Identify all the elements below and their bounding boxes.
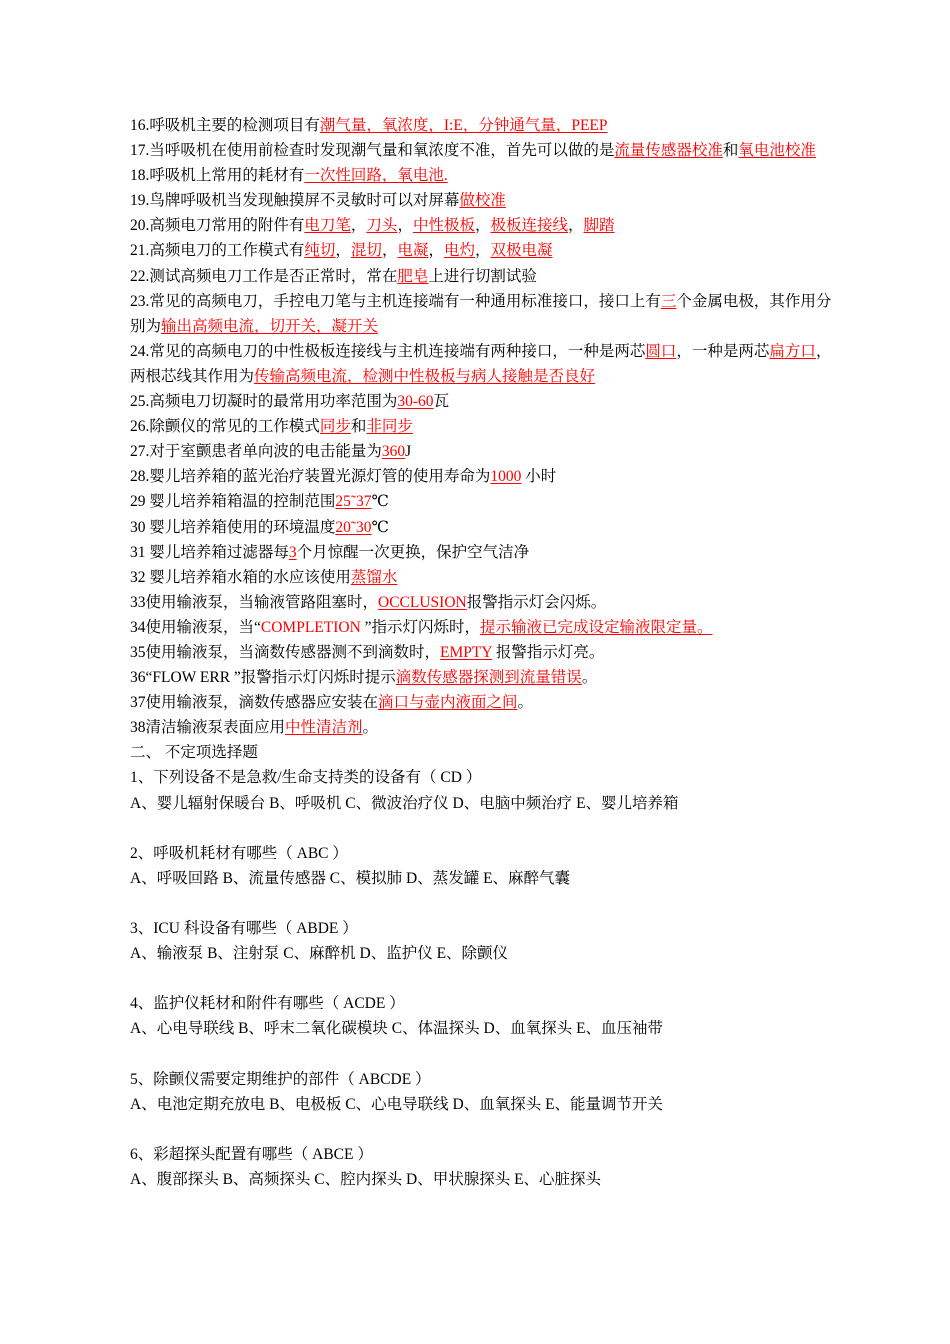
question-options: A、电池定期充放电 B、电极板 C、心电导联线 D、血氧探头 E、能量调节开关 bbox=[130, 1095, 664, 1113]
multiple-choice-item bbox=[130, 765, 840, 815]
question-text: 高频电刀常用的附件有 bbox=[149, 217, 305, 235]
question-text: ， bbox=[381, 242, 398, 260]
fill-in-item bbox=[130, 289, 840, 339]
question-text: 个金属电极，其作用分别为 bbox=[130, 292, 832, 335]
question-text: 除颤仪的常见的工作模式 bbox=[149, 418, 320, 436]
answer-text: 提示输液已完成设定输液限定量。 bbox=[480, 618, 713, 636]
answer-text: 流量传感器校准 bbox=[614, 142, 723, 160]
question-text: ， bbox=[475, 242, 491, 260]
question-text: 呼吸机主要的检测项目有 bbox=[149, 117, 320, 134]
answer-text: 电灼 bbox=[443, 242, 475, 260]
document-body bbox=[130, 113, 840, 1192]
multiple-choice-item bbox=[130, 916, 840, 966]
question-options: A、腹部探头 B、高频探头 C、腔内探头 D、甲状腺探头 E、心脏探头 bbox=[130, 1170, 602, 1188]
answer-text: 中性清洁剂 bbox=[285, 719, 363, 737]
answer-text: 输出高频电流，切开关，凝开关 bbox=[161, 317, 379, 335]
answer-text: 做校准 bbox=[459, 192, 506, 210]
item-number: 20. bbox=[130, 217, 150, 235]
question-stem: 3、ICU 科设备有哪些（ ABDE ） bbox=[130, 920, 358, 937]
fill-in-blank-list bbox=[130, 113, 840, 740]
question-text: ， bbox=[568, 217, 584, 235]
answer-text: 肥皂 bbox=[397, 267, 429, 285]
item-number: 19. bbox=[130, 192, 150, 210]
multiple-choice-item bbox=[130, 1067, 840, 1117]
item-number: 27. bbox=[130, 443, 150, 461]
fill-in-item bbox=[130, 690, 840, 715]
answer-text: 纯切 bbox=[304, 242, 336, 260]
fill-in-item bbox=[130, 389, 840, 414]
answer-text: 圆口 bbox=[645, 342, 677, 360]
answer-text: 滴数传感器探测到流量错误 bbox=[395, 669, 582, 687]
fill-in-item bbox=[130, 489, 840, 514]
fill-in-item bbox=[130, 464, 840, 489]
question-options: A、输液泵 B、注射泵 C、麻醉机 D、监护仪 E、除颤仪 bbox=[130, 945, 509, 963]
answer-text: 极板连接线 bbox=[490, 217, 568, 235]
item-number: 29 bbox=[130, 493, 146, 511]
fill-in-item bbox=[130, 640, 840, 665]
question-text: ℃ bbox=[371, 518, 389, 536]
fill-in-item bbox=[130, 238, 840, 263]
fill-in-item bbox=[130, 213, 840, 238]
question-text: 当呼吸机在使用前检查时发现潮气量和氧浓度不准，首先可以做的是 bbox=[149, 142, 615, 160]
question-text: 报警指示灯会闪烁。 bbox=[466, 593, 607, 611]
question-stem: 4、监护仪耗材和附件有哪些（ ACDE ） bbox=[130, 995, 405, 1013]
question-text: 婴儿培养箱水箱的水应该使用 bbox=[145, 568, 351, 586]
answer-text: EMPTY bbox=[440, 643, 492, 661]
answer-text: 同步 bbox=[319, 418, 351, 436]
question-text: 和 bbox=[722, 142, 739, 160]
item-number: 17. bbox=[130, 142, 150, 160]
question-text: ，一种是两芯 bbox=[676, 342, 770, 360]
item-number: 37 bbox=[130, 694, 146, 712]
question-text: 。 bbox=[581, 669, 598, 687]
item-number: 16. bbox=[130, 117, 150, 134]
question-text: 对于室颤患者单向波的电击能量为 bbox=[149, 443, 382, 461]
fill-in-item bbox=[130, 113, 840, 138]
question-text: 小时 bbox=[521, 468, 557, 486]
paragraph-spacer bbox=[130, 966, 840, 991]
fill-in-item bbox=[130, 414, 840, 439]
question-text: ℃ bbox=[371, 493, 389, 511]
item-number: 31 bbox=[130, 543, 146, 561]
multiple-choice-list bbox=[130, 765, 840, 1192]
question-text: 婴儿培养箱过滤器每 bbox=[145, 543, 289, 561]
question-text: 。 bbox=[362, 719, 379, 737]
multiple-choice-item bbox=[130, 1142, 840, 1192]
item-number: 25. bbox=[130, 393, 150, 411]
fill-in-item bbox=[130, 515, 840, 540]
question-text: 报警指示灯亮。 bbox=[491, 643, 605, 661]
answer-text: 扁方口 bbox=[769, 342, 816, 360]
question-text: 高频电刀的工作模式有 bbox=[149, 242, 305, 260]
item-number: 28. bbox=[130, 468, 150, 486]
paragraph-spacer bbox=[130, 1041, 840, 1066]
question-text: 。 bbox=[517, 694, 534, 712]
question-text: ，两根芯线其作用为 bbox=[130, 342, 832, 385]
question-text: 测试高频电刀工作是否正常时，常在 bbox=[149, 267, 398, 285]
answer-text: 传输高频电流，检测中性极板与病人接触是否良好 bbox=[254, 367, 596, 385]
answer-text: 双极电凝 bbox=[490, 242, 553, 260]
answer-text: 混切 bbox=[350, 242, 382, 260]
fill-in-item bbox=[130, 590, 840, 615]
question-text: ， bbox=[350, 217, 367, 235]
question-text: 使用输液泵，滴数传感器应安装在 bbox=[145, 694, 379, 712]
answer-text: 中性极板 bbox=[412, 217, 475, 235]
question-text: 鸟牌呼吸机当发现触摸屏不灵敏时可以对屏幕 bbox=[149, 192, 460, 210]
answer-text: 潮气量，氧浓度，I:E，分钟通气量，PEEP bbox=[319, 117, 608, 134]
answer-text: 25˜37 bbox=[335, 493, 372, 511]
fill-in-item bbox=[130, 339, 840, 389]
question-text: 使用输液泵，当“ bbox=[145, 618, 261, 636]
fill-in-item bbox=[130, 665, 840, 690]
fill-in-item bbox=[130, 565, 840, 590]
question-text: ， bbox=[474, 217, 491, 235]
answer-text: 电刀笔 bbox=[304, 217, 351, 235]
fill-in-item bbox=[130, 188, 840, 213]
question-text: 个月惊醒一次更换，保护空气洁净 bbox=[296, 543, 530, 561]
paragraph-spacer bbox=[130, 891, 840, 916]
answer-text: 一次性回路，氧电池. bbox=[304, 167, 448, 185]
question-text: “FLOW ERR ”报警指示灯闪烁时提示 bbox=[145, 669, 396, 687]
item-number: 22. bbox=[130, 267, 150, 285]
section-heading-multiple-choice: 二、 不定项选择题 bbox=[130, 744, 258, 762]
item-number: 33 bbox=[130, 593, 146, 611]
item-number: 36 bbox=[130, 669, 146, 687]
item-number: 21. bbox=[130, 242, 150, 260]
answer-text: 20˜30 bbox=[335, 518, 372, 536]
question-text: 高频电刀切凝时的最常用功率范围为 bbox=[149, 393, 398, 411]
answer-text: 脚踏 bbox=[583, 217, 615, 235]
question-options: A、呼吸回路 B、流量传感器 C、模拟肺 D、蒸发罐 E、麻醉气囊 bbox=[130, 869, 571, 887]
answer-text: 非同步 bbox=[366, 418, 413, 436]
question-text: ， bbox=[335, 242, 351, 260]
question-text: 清洁输液泵表面应用 bbox=[145, 719, 286, 737]
fill-in-item bbox=[130, 163, 840, 188]
question-text: ”指示灯闪烁时， bbox=[360, 618, 481, 636]
question-stem: 5、除颤仪需要定期维护的部件（ ABCDE ） bbox=[130, 1070, 431, 1088]
question-text: 婴儿培养箱使用的环境温度 bbox=[145, 518, 336, 536]
item-number: 24. bbox=[130, 342, 150, 360]
answer-text: 滴口与壶内液面之间 bbox=[378, 694, 518, 712]
item-number: 32 bbox=[130, 568, 146, 586]
item-number: 18. bbox=[130, 167, 150, 185]
answer-text: OCCLUSION bbox=[378, 593, 467, 611]
item-number: 35 bbox=[130, 643, 146, 661]
item-number: 30 bbox=[130, 518, 146, 536]
question-text: 呼吸机上常用的耗材有 bbox=[149, 167, 305, 185]
question-text: 和 bbox=[350, 418, 367, 436]
item-number: 38 bbox=[130, 719, 146, 737]
answer-text: 蒸馏水 bbox=[350, 568, 398, 586]
item-number: 23. bbox=[130, 292, 150, 310]
item-number: 34 bbox=[130, 618, 146, 636]
paragraph-spacer bbox=[130, 1117, 840, 1142]
fill-in-item bbox=[130, 138, 840, 163]
question-text: 瓦 bbox=[433, 393, 450, 411]
item-number: 26. bbox=[130, 418, 150, 436]
fill-in-item bbox=[130, 264, 840, 289]
question-text: 使用输液泵，当输液管路阻塞时， bbox=[145, 593, 379, 611]
answer-text: 三 bbox=[660, 292, 677, 310]
answer-text: 360 bbox=[381, 443, 406, 461]
question-text: 婴儿培养箱箱温的控制范围 bbox=[145, 493, 336, 511]
question-stem: 1、下列设备不是急救/生命支持类的设备有（ CD ） bbox=[130, 769, 482, 787]
question-text: ， bbox=[397, 217, 413, 235]
answer-text: 电凝 bbox=[397, 242, 429, 260]
fill-in-item bbox=[130, 540, 840, 565]
question-text: 常见的高频电刀的中性极板连接线与主机连接端有两种接口，一种是两芯 bbox=[149, 342, 646, 360]
multiple-choice-item bbox=[130, 841, 840, 891]
multiple-choice-item bbox=[130, 991, 840, 1041]
question-text: J bbox=[405, 443, 412, 461]
question-options: A、心电导联线 B、呼末二氧化碳模块 C、体温探头 D、血氧探头 E、血压袖带 bbox=[130, 1020, 664, 1038]
question-stem: 6、彩超探头配置有哪些（ ABCE ） bbox=[130, 1145, 373, 1163]
question-text: ， bbox=[428, 242, 444, 260]
fill-in-item bbox=[130, 615, 840, 640]
answer-text: 氧电池校准 bbox=[738, 142, 816, 160]
fill-in-item bbox=[130, 715, 840, 740]
answer-text: 3 bbox=[288, 543, 297, 561]
question-text: 常见的高频电刀，手控电刀笔与主机连接端有一种通用标准接口，接口上有 bbox=[149, 292, 661, 310]
answer-text: 刀头 bbox=[366, 217, 398, 235]
fill-in-item bbox=[130, 439, 840, 464]
question-stem: 2、呼吸机耗材有哪些（ ABC ） bbox=[130, 844, 348, 862]
question-text: 婴儿培养箱的蓝光治疗装置光源灯管的使用寿命为 bbox=[149, 468, 491, 486]
question-text: 使用输液泵，当滴数传感器测不到滴数时， bbox=[145, 643, 441, 661]
paragraph-spacer bbox=[130, 816, 840, 841]
answer-text: COMPLETION bbox=[260, 618, 361, 636]
question-options: A、婴儿辐射保暖台 B、呼吸机 C、微波治疗仪 D、电脑中频治疗 E、婴儿培养箱 bbox=[130, 794, 679, 812]
question-text: 上进行切割试验 bbox=[428, 267, 537, 285]
answer-text: 30-60 bbox=[397, 393, 434, 411]
answer-text: 1000 bbox=[490, 468, 522, 486]
